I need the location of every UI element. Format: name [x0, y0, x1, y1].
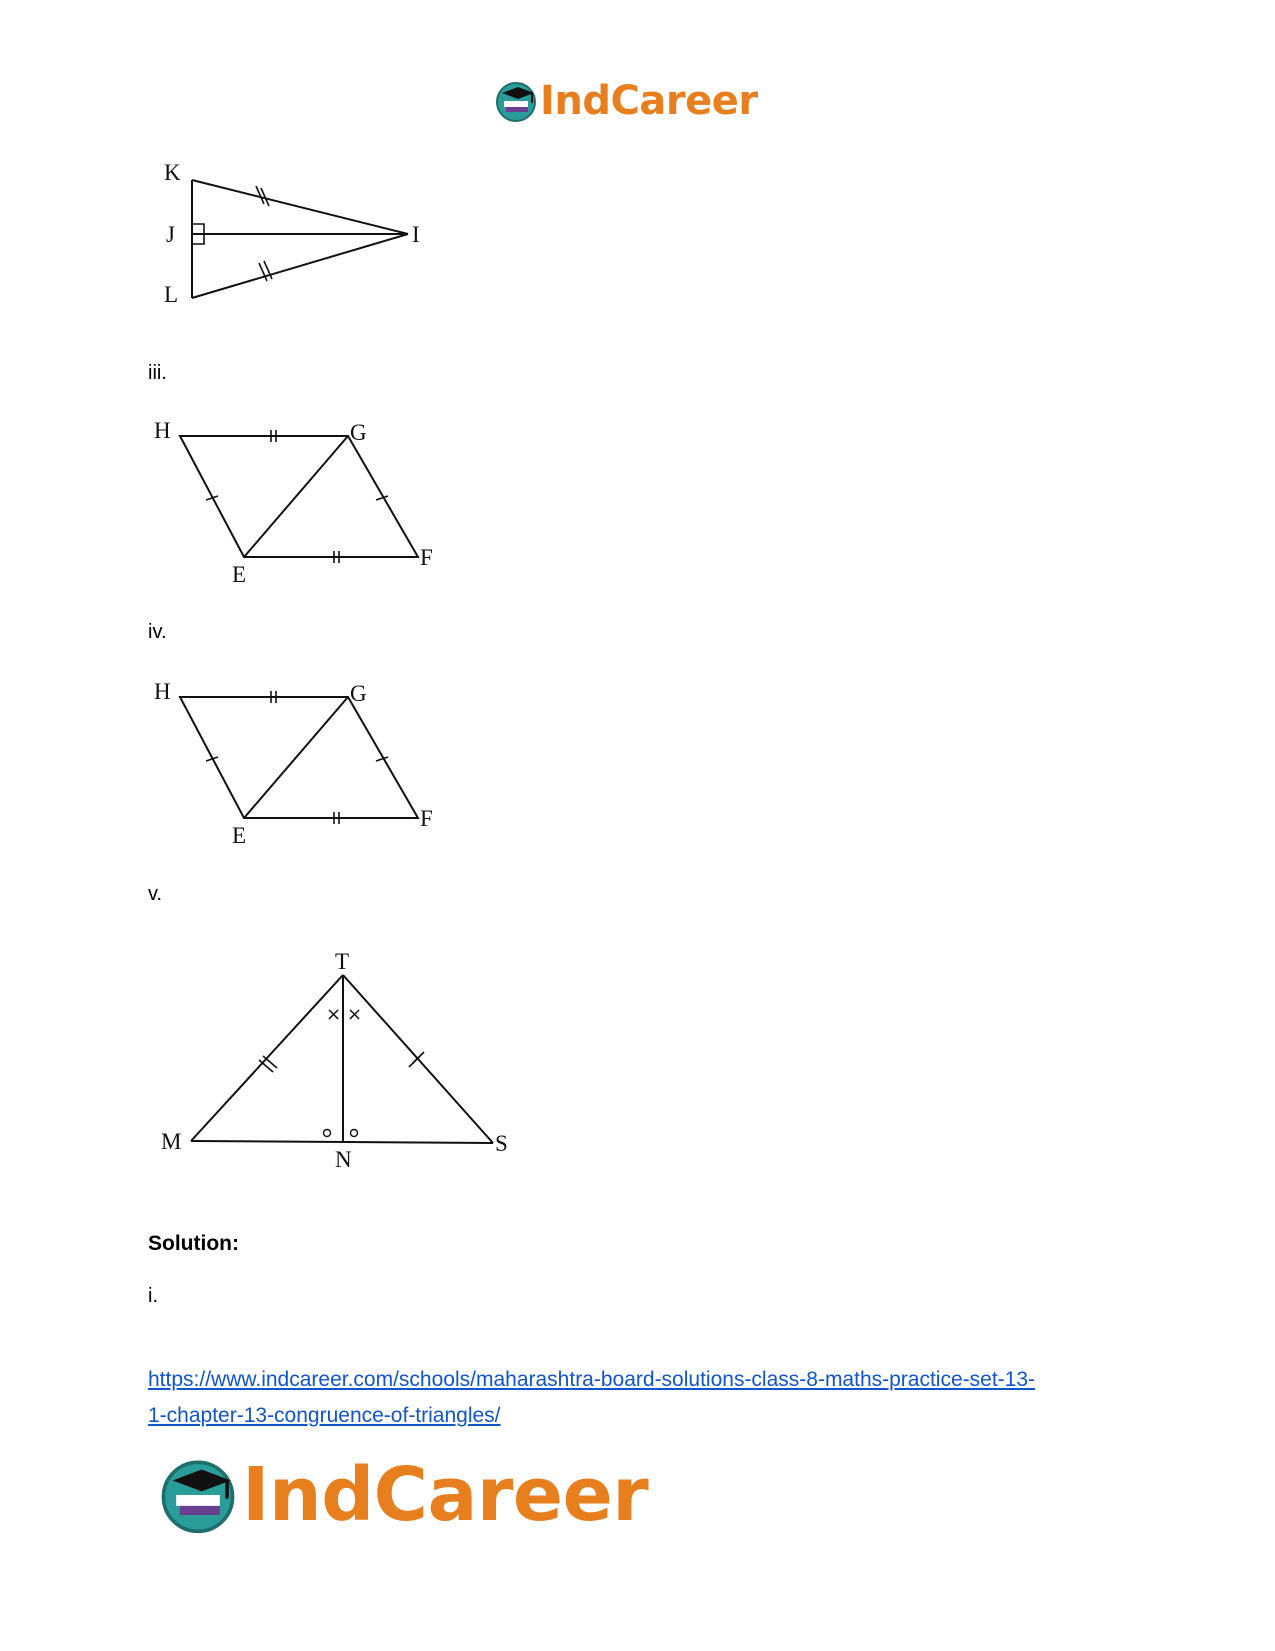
graduation-cap-globe-icon	[494, 79, 538, 123]
footer-logo-text: IndCareer	[242, 1452, 649, 1538]
point-g: G	[350, 681, 367, 706]
point-j: J	[166, 222, 175, 247]
figure-tmns	[155, 945, 525, 1175]
point-f: F	[420, 545, 433, 570]
angle-cross-mark-right: ×	[347, 1004, 363, 1025]
point-l: L	[164, 282, 179, 307]
header-logo-text: IndCareer	[540, 78, 758, 124]
point-n: N	[335, 1147, 352, 1172]
graduation-cap-globe-icon	[158, 1455, 238, 1535]
footer-logo	[158, 1452, 648, 1538]
point-m: M	[161, 1129, 182, 1154]
point-s: S	[495, 1131, 508, 1156]
point-h: H	[154, 420, 171, 443]
source-link-line-1[interactable]: https://www.indcareer.com/schools/maharashtra-board-solutions-class-8-maths-practice-set-13-	[148, 1368, 1036, 1391]
point-f: F	[420, 806, 433, 831]
solution-heading: Solution:	[148, 1232, 239, 1255]
point-e: E	[232, 562, 247, 585]
point-h: H	[154, 681, 171, 704]
angle-cross-mark-left: ×	[326, 1004, 342, 1025]
item-label-iii: iii.	[148, 362, 167, 384]
header-logo	[494, 78, 758, 124]
point-i: I	[412, 222, 420, 247]
point-k: K	[164, 160, 181, 185]
item-label-iv: iv.	[148, 621, 167, 643]
solution-item-i: i.	[148, 1285, 158, 1307]
figure-kjli	[160, 150, 440, 330]
point-t: T	[335, 949, 350, 974]
point-e: E	[232, 823, 247, 846]
source-link-line-2[interactable]: 1-chapter-13-congruence-of-triangles/	[148, 1404, 501, 1427]
point-g: G	[350, 420, 367, 445]
figure-hgfe-iv	[150, 681, 450, 846]
figure-hgfe-iii	[150, 420, 450, 585]
source-link[interactable]	[148, 1362, 1138, 1434]
item-label-v: v.	[148, 883, 163, 905]
